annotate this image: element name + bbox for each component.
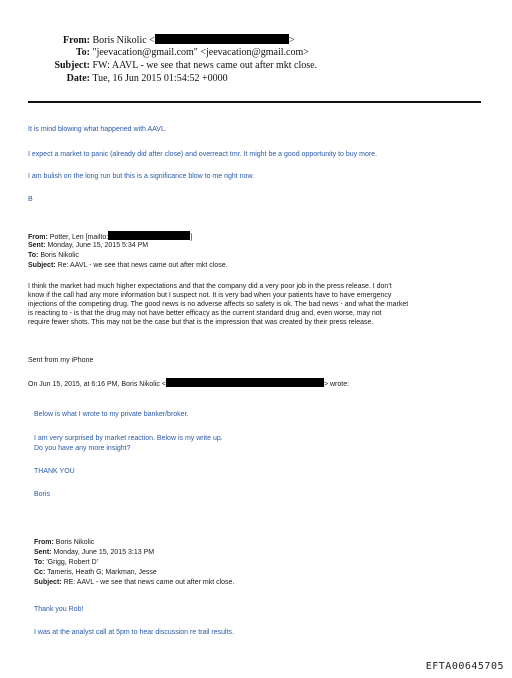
- quoted-from-label: From:: [28, 234, 48, 241]
- message-line: I am bulish on the long run but this is a significance blow to me right now.: [28, 173, 255, 180]
- quoted-body-paragraph: [28, 282, 408, 327]
- quoted-from-value: Potter, Len [mailto:: [49, 234, 109, 241]
- quoted-message-line: Do you have any more insight?: [34, 445, 131, 452]
- document-id: EFTA00645705: [425, 661, 504, 672]
- body-line: require fewer shots. This may not be the case but that is the impression that was created by their press release.: [28, 319, 374, 326]
- quoted-thanks-line: Thank you Rob!: [34, 606, 84, 613]
- header-date-value: Tue, 16 Jun 2015 01:54:52 +0000: [92, 73, 228, 84]
- header-subject-row: [28, 60, 317, 72]
- redaction-box: [108, 231, 190, 240]
- header-to-row: [28, 47, 309, 59]
- redaction-box: [166, 378, 324, 387]
- quoted-sent-row: Sent: Monday, June 15, 2015 3:13 PM: [34, 549, 155, 556]
- body-line: is reacting to - is that the drug may not have better efficacy as the current standard drug and, even worse, may not: [28, 310, 382, 317]
- body-line: know if the call had any more information but I suspect not. It is very bad when your patients have to have emergency: [28, 292, 392, 299]
- quoted-signature: Boris: [34, 491, 50, 498]
- quoted-message-line: Below is what I wrote to my private banker/broker.: [34, 411, 189, 418]
- header-divider: [28, 101, 481, 103]
- quoted-to-row: To: Boris Nikolic: [28, 252, 79, 259]
- header-to-value: "jeevacation@gmail.com" <jeevacation@gmail.com>: [92, 47, 309, 58]
- quoted-from-row: From: Potter, Len [mailto: ]: [28, 231, 192, 243]
- quoted-thanks: THANK YOU: [34, 468, 75, 475]
- quoted-subject-row: Subject: Re: AAVL - we see that news came out after mkt close.: [28, 262, 228, 269]
- message-line: It is mind blowing what happened with AAVL.: [28, 126, 167, 133]
- quoted-from-row: From: Boris Nikolic: [34, 539, 95, 546]
- header-subject-label: Subject:: [54, 60, 90, 71]
- redaction-box: [155, 34, 289, 44]
- message-line: I expect a market to panic (already did after close) and overreact tmr. It might be a good opportunity to buy more.: [28, 151, 378, 158]
- sent-from-line: Sent from my iPhone: [28, 357, 94, 364]
- quoted-sent-row: Sent: Monday, June 15, 2015 5:34 PM: [28, 242, 149, 249]
- body-line: injections of the competing drug. The good news is no adverse affects so safety is ok. The bad news - and what the market: [28, 301, 409, 308]
- quoted-to-row: To: 'Grigg, Robert D': [34, 559, 99, 566]
- header-subject-value: FW: AAVL - we see that news came out after mkt close.: [92, 60, 318, 71]
- quoted-message-line: I was at the analyst call at 5pm to hear discussion re trail results.: [34, 629, 234, 636]
- message-signoff: B: [28, 196, 33, 203]
- quoted-cc-row: Cc: Tameris, Heath G; Markman, Jesse: [34, 569, 157, 576]
- on-wrote-line: On Jun 15, 2015, at 6:16 PM, Boris Nikolic < > wrote:: [28, 378, 349, 390]
- quoted-subject-row: Subject: RE: AAVL - we see that news came out after mkt close.: [34, 579, 235, 586]
- header-date-row: [28, 73, 228, 85]
- quoted-message-line: I am very surprised by market reaction. Below is my write up.: [34, 435, 223, 442]
- body-line: I think the market had much higher expectations and that the company did a very poor job in the press release. I don't: [28, 283, 392, 290]
- header-from-value: Boris Nikolic <: [92, 35, 155, 46]
- header-from-row: From: Boris Nikolic < >: [28, 34, 294, 47]
- header-to-label: To:: [75, 47, 90, 58]
- header-date-label: Date:: [66, 73, 90, 84]
- header-from-label: From:: [62, 35, 90, 46]
